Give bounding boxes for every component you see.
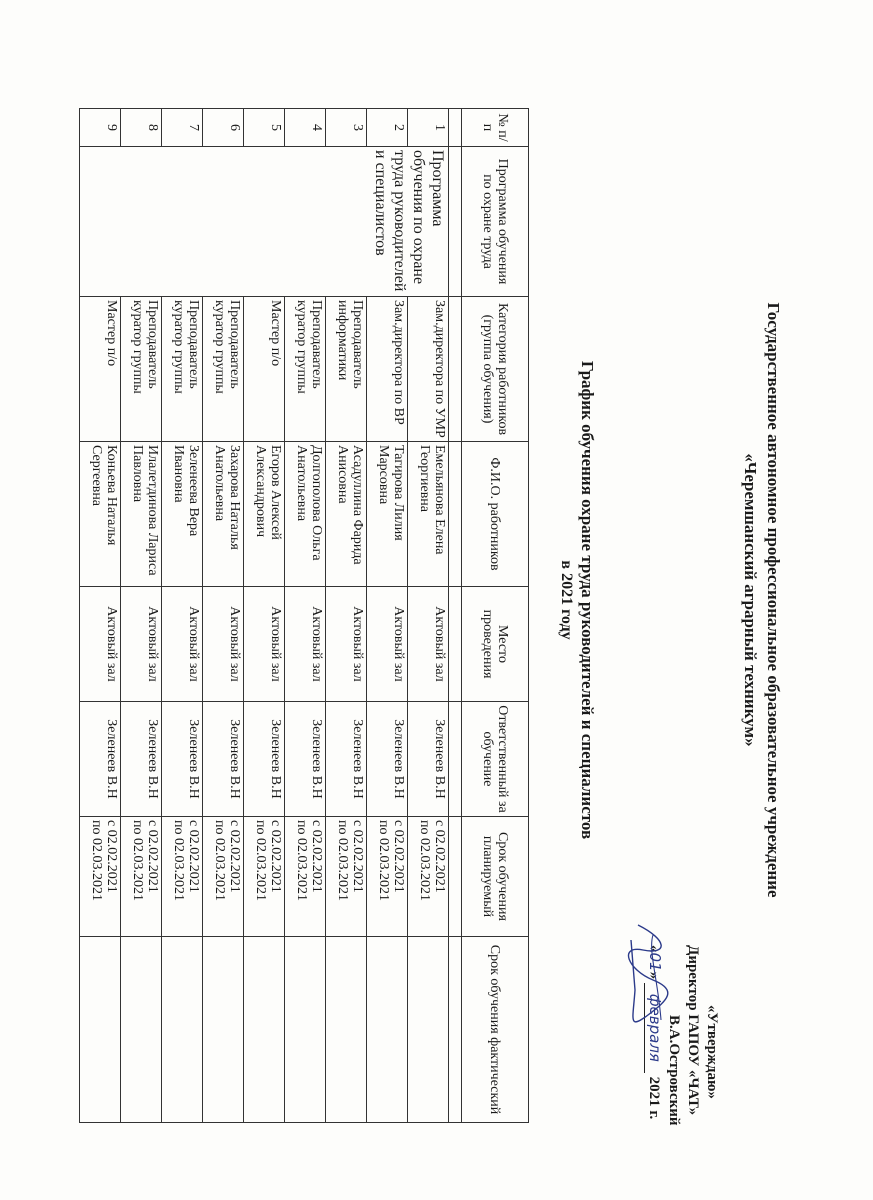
row-fio: Захарова Наталья Анатольевна	[203, 442, 244, 587]
header-planned: Срок обучения планируемый	[462, 817, 529, 937]
row-num: 1	[408, 109, 449, 147]
approval-date-day: 01	[646, 952, 664, 972]
approval-name: В.А.Островский	[666, 1015, 682, 1126]
row-actual	[408, 937, 449, 1123]
row-planned: с 02.02.2021 по 02.03.2021	[326, 817, 367, 937]
row-responsible: Зеленеев В.Н	[162, 702, 203, 817]
row-place: Актовый зал	[285, 587, 326, 702]
row-place: Актовый зал	[121, 587, 162, 702]
row-responsible: Зеленеев В.Н	[408, 702, 449, 817]
row-category: Преподаватель куратор группы	[121, 297, 162, 442]
program-cell: Программа обучения по охране труда руководителей и специалистов	[80, 147, 449, 297]
header-category: Категория работников (группа обучения)	[462, 297, 529, 442]
row-num: 8	[121, 109, 162, 147]
row-planned: с 02.02.2021 по 02.03.2021	[203, 817, 244, 937]
row-actual	[203, 937, 244, 1123]
row-place: Актовый зал	[244, 587, 285, 702]
header-num: № п/п	[462, 109, 529, 147]
row-num: 9	[80, 109, 121, 147]
director-signature	[623, 920, 673, 1030]
header-responsible: Ответственный за обучение	[462, 702, 529, 817]
row-fio: Егоров Алексей Александрович	[244, 442, 285, 587]
approval-date-month: февраля	[644, 983, 664, 1073]
row-actual	[121, 937, 162, 1123]
row-category: Преподаватель куратор группы	[285, 297, 326, 442]
approval-heading: «Утверждаю»	[704, 1005, 720, 1099]
header-actual: Срок обучения фактический	[462, 937, 529, 1123]
row-category: Мастер п/о	[80, 297, 121, 442]
organization-line-1: Государственное автономное профессиональное образовательное учреждение	[764, 302, 783, 898]
row-planned: с 02.02.2021 по 02.03.2021	[80, 817, 121, 937]
row-actual	[244, 937, 285, 1123]
header-fio: Ф.И.О. работников	[462, 442, 529, 587]
row-planned: с 02.02.2021 по 02.03.2021	[285, 817, 326, 937]
row-category: Мастер п/о	[244, 297, 285, 442]
row-planned: с 02.02.2021 по 02.03.2021	[244, 817, 285, 937]
row-num: 2	[367, 109, 408, 147]
row-planned: с 02.02.2021 по 02.03.2021	[162, 817, 203, 937]
row-responsible: Зеленеев В.Н	[285, 702, 326, 817]
row-fio: Асадуллина Фарида Анисовна	[326, 442, 367, 587]
row-category: Преподаватель куратор группы	[203, 297, 244, 442]
row-planned: с 02.02.2021 по 02.03.2021	[367, 817, 408, 937]
row-place: Актовый зал	[162, 587, 203, 702]
row-responsible: Зеленеев В.Н	[367, 702, 408, 817]
row-num: 5	[244, 109, 285, 147]
organization-line-2: «Черемшанский аграрный техникум»	[741, 453, 760, 747]
row-responsible: Зеленеев В.Н	[203, 702, 244, 817]
table-spacer-row	[449, 109, 462, 1123]
row-num: 7	[162, 109, 203, 147]
row-responsible: Зеленеев В.Н	[244, 702, 285, 817]
row-place: Актовый зал	[408, 587, 449, 702]
row-actual	[162, 937, 203, 1123]
row-fio: Коньева Наталья Сергеевна	[80, 442, 121, 587]
approval-position: Директор ГАПОУ «ЧАТ»	[685, 945, 701, 1116]
page-subtitle: в 2021 году	[558, 560, 575, 640]
row-num: 6	[203, 109, 244, 147]
row-fio: Тагирова Лилия Марсовна	[367, 442, 408, 587]
row-place: Актовый зал	[367, 587, 408, 702]
row-fio: Илалетдинова Лариса Павловна	[121, 442, 162, 587]
row-fio: Долгополова Ольга Анатольевна	[285, 442, 326, 587]
table-row	[408, 109, 449, 1123]
row-actual	[367, 937, 408, 1123]
row-category: Преподаватель куратор группы	[162, 297, 203, 442]
row-num: 3	[326, 109, 367, 147]
row-actual	[285, 937, 326, 1123]
row-category: Зам.директора по УМР	[408, 297, 449, 442]
header-program: Программа обучения по охране труда	[462, 147, 529, 297]
row-place: Актовый зал	[80, 587, 121, 702]
row-planned: с 02.02.2021 по 02.03.2021	[408, 817, 449, 937]
training-schedule-table	[79, 108, 529, 1123]
approval-date: «01» февраля 2021 г.	[646, 945, 664, 1120]
row-place: Актовый зал	[326, 587, 367, 702]
row-actual	[326, 937, 367, 1123]
row-responsible: Зеленеев В.Н	[326, 702, 367, 817]
table-header-row	[462, 109, 529, 1123]
row-fio: Зеленеева Вера Ивановна	[162, 442, 203, 587]
row-actual	[80, 937, 121, 1123]
row-responsible: Зеленеев В.Н	[121, 702, 162, 817]
page-title: График обучения охране труда руководителей и специалистов	[578, 360, 597, 840]
row-category: Зам.директора по ВР	[367, 297, 408, 442]
header-place: Место проведения	[462, 587, 529, 702]
row-responsible: Зеленеев В.Н	[80, 702, 121, 817]
row-fio: Емельянова Елена Георгиевна	[408, 442, 449, 587]
row-place: Актовый зал	[203, 587, 244, 702]
row-planned: с 02.02.2021 по 02.03.2021	[121, 817, 162, 937]
row-category: Преподаватель информатики	[326, 297, 367, 442]
row-num: 4	[285, 109, 326, 147]
